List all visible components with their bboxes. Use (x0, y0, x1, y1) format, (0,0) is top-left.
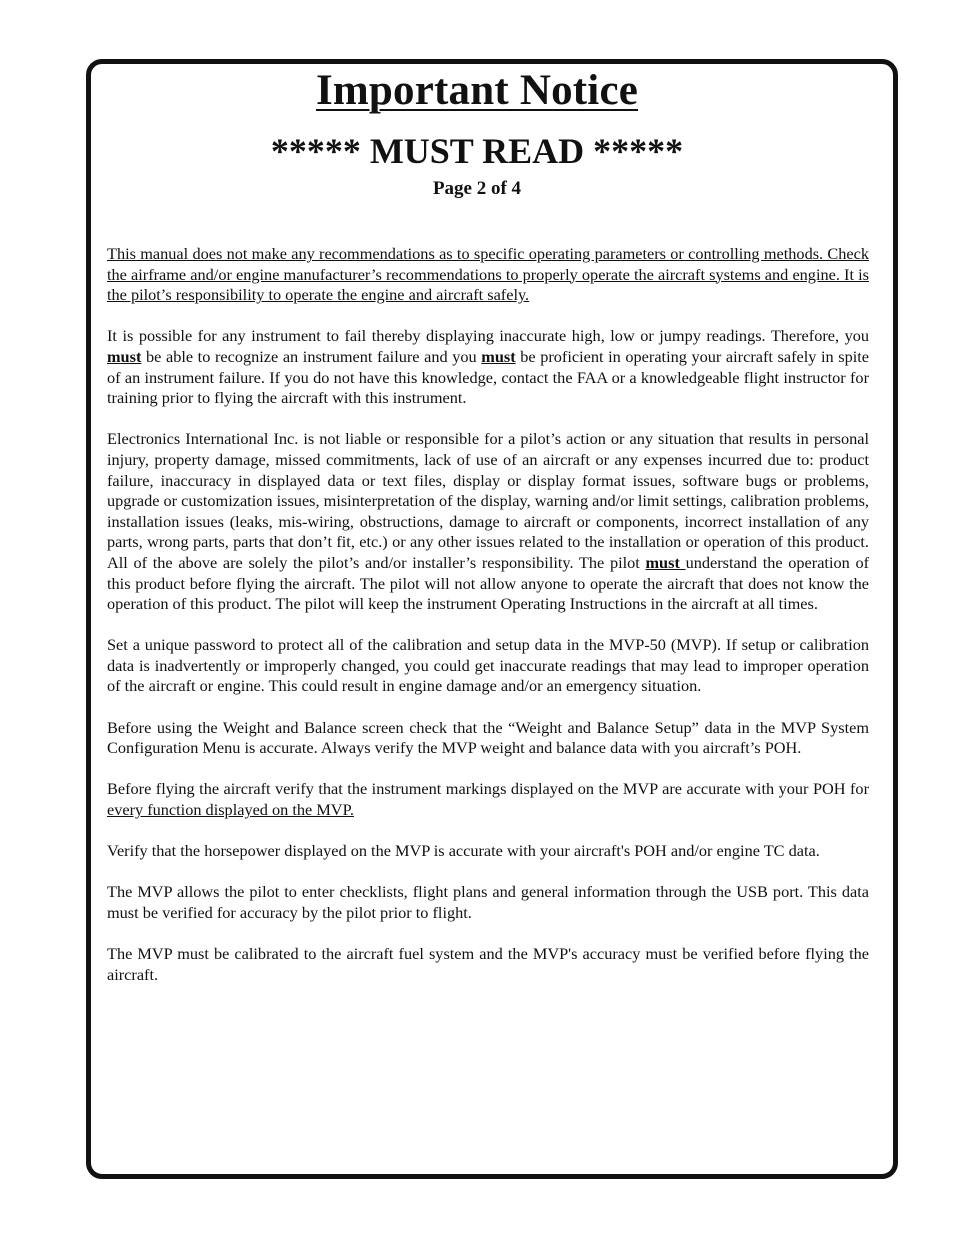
paragraph-liability (107, 429, 869, 614)
underlined-text: every function displayed on the MVP. (107, 800, 354, 820)
must-emphasis: must (645, 552, 686, 572)
paragraph-weight-balance: Before using the Weight and Balance screen check that the “Weight and Balance Setup” data in the MVP System Configuration Menu is accurate. Always verify the MVP weight and balance data with you aircraft’s POH. (107, 717, 869, 758)
paragraph-horsepower: Verify that the horsepower displayed on the MVP is accurate with your aircraft's POH and/or engine TC data. (107, 841, 820, 861)
paragraph-text: understand the operation of this product before flying the aircraft. The pilot will not allow anyone to operate the aircraft that does not know the operation of this product. The pilot will keep the instrument Operating Instructions in the aircraft at all times. (107, 552, 870, 614)
must-emphasis: must (107, 346, 142, 366)
paragraph-instrument-failure (107, 326, 869, 408)
paragraph-recommendations: This manual does not make any recommendations as to specific operating parameters or controlling methods. Check the airframe and/or engine manufacturer’s recommendations to properly operate the aircraft systems and engine. It is the pilot’s responsibility to operate the engine and aircraft safely. (107, 244, 869, 305)
paragraph-text: Electronics International Inc. is not liable or responsible for a pilot’s action or any situation that results in personal injury, property damage, missed commitments, lack of use of an aircraft or any expenses incurred due to: product failure, inaccuracy in displayed data or text files, display or display format issues, software bugs or problems, upgrade or customization issues, misinterpretation of the display, warning and/or limit settings, calibration problems, installation issues (leaks, mis-wiring, obstructions, damage to aircraft or components, incorrect installation of any parts, wrong parts, parts that don’t fit, etc.) or any other issues related to the installation or operation of this product. All of the above are solely the pilot’s and/or installer’s responsibility. The pilot (107, 429, 869, 572)
paragraph-text: be proficient in operating your aircraft safely in spite of an instrument failure. If you do not have this knowledge, contact the FAA or a knowledgeable flight instructor for training prior to flying the aircraft with this instrument. (107, 346, 870, 408)
page-number: Page 2 of 4 (432, 178, 522, 199)
notice-body (107, 244, 869, 1006)
paragraph-instrument-markings (107, 779, 869, 820)
paragraph-text: It is possible for any instrument to fail thereby displaying inaccurate high, low or jumpy readings. Therefore, you (107, 326, 869, 346)
must-read-heading: ***** MUST READ ***** (270, 131, 684, 171)
paragraph-text: Before flying the aircraft verify that the instrument markings displayed on the MVP are accurate with your POH for (107, 779, 869, 799)
paragraph-text: be able to recognize an instrument failure and you (141, 346, 482, 366)
paragraph-password: Set a unique password to protect all of the calibration and setup data in the MVP-50 (MVP). If setup or calibration data is inadvertently or improperly changed, you could get inaccurate readings that may lead to improper operation of the aircraft or engine. This could result in engine damage and/or an emergency situation. (107, 635, 869, 696)
must-emphasis: must (481, 346, 516, 366)
page-title: Important Notice (315, 67, 639, 114)
paragraph-fuel-calibration: The MVP must be calibrated to the aircraft fuel system and the MVP's accuracy must be verified before flying the aircraft. (107, 944, 869, 984)
paragraph-usb-data: The MVP allows the pilot to enter checklists, flight plans and general information through the USB port. This data must be verified for accuracy by the pilot prior to flight. (107, 882, 869, 922)
